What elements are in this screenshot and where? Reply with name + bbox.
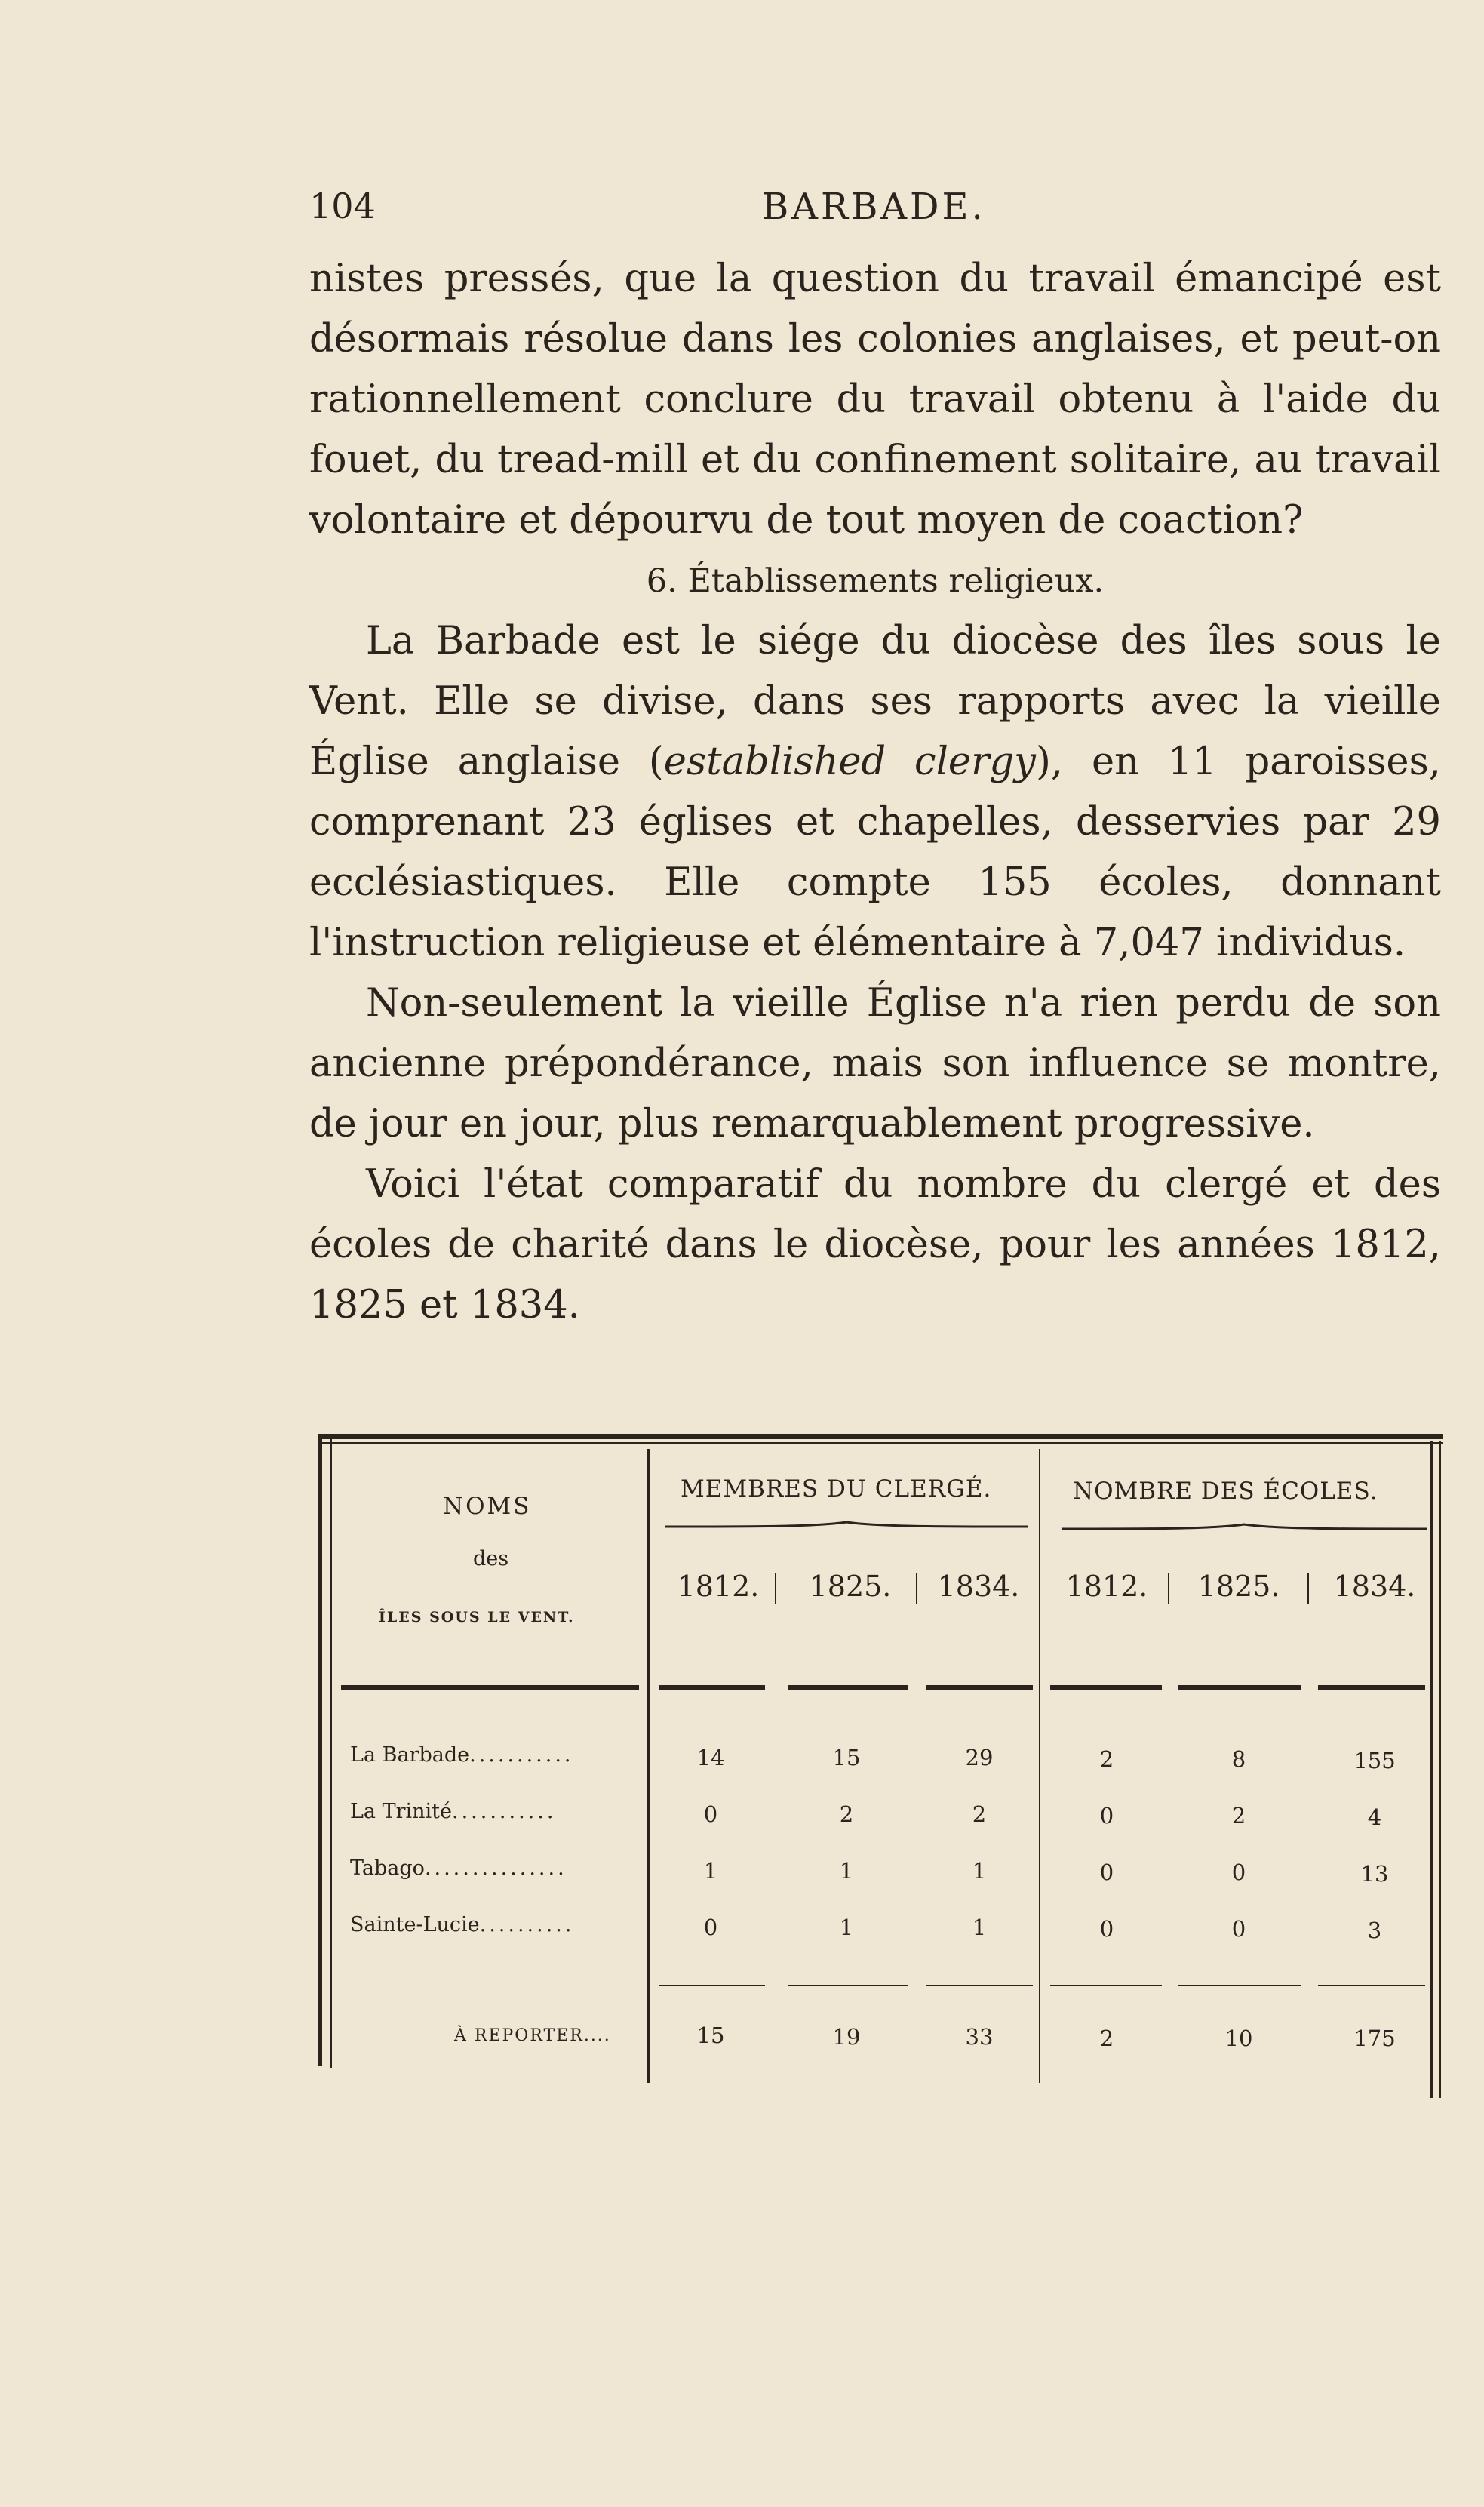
established-clergy-italic: established clergy (663, 740, 1036, 784)
divider-1834b (1307, 1573, 1309, 1604)
total-cell: 2 (1099, 2026, 1114, 2051)
header-rule-c5 (1178, 1685, 1301, 1690)
table-cell: 0 (1099, 1859, 1114, 1885)
table-cell: 4 (1367, 1804, 1382, 1830)
year-1834-ecoles: 1834. (1333, 1570, 1416, 1603)
divider-1825 (775, 1573, 776, 1604)
paragraph-comparatif: Voici l'état comparatif du nombre du clergé et des écoles de charité dans le diocèse, pour les années 1812, 1825 et 1834. (309, 1162, 1441, 1327)
table-row-name (350, 1800, 556, 1823)
leader-dots: ............... (424, 1856, 567, 1880)
table-cell: 0 (1231, 1916, 1246, 1942)
table-cell: 1 (972, 1915, 987, 1940)
table-row-name (350, 1743, 574, 1767)
table-cell: 0 (703, 1801, 718, 1827)
table-left-border (318, 1434, 322, 2066)
table-cell: 29 (965, 1745, 994, 1770)
header-noms: NOMS (443, 1493, 532, 1520)
header-rule-c6 (1318, 1685, 1425, 1690)
table-cell: 1 (839, 1858, 854, 1884)
table-cell: 1 (703, 1858, 718, 1884)
paragraph-diocese (309, 611, 1441, 974)
paragraph-diocese-part-a: La Barbade est le siége du diocèse des îles sous le Vent. Elle se divise, dans ses rapports avec la vieille Église anglaise ( (309, 619, 1441, 784)
year-1812-ecoles: 1812. (1065, 1570, 1148, 1603)
table-cell: 0 (1099, 1916, 1114, 1942)
paragraph-diocese-part-b: ), en 11 paroisses, comprenant 23 églises et chapelles, desservies par 29 ecclésiastiques. Elle compte 155 écoles, donnant l'instruction religieuse et élémentaire à 7,047 individus. (309, 740, 1441, 965)
table-row-name (350, 1856, 567, 1880)
table-right-border-outer (1439, 1441, 1441, 2098)
total-cell: 10 (1224, 2026, 1253, 2051)
divider-groups (1039, 1449, 1040, 2083)
total-label: À REPORTER.... (454, 2026, 611, 2045)
header-iles: ÎLES SOUS LE VENT. (379, 1609, 575, 1626)
subtotal-rule (1050, 1985, 1162, 1986)
table-cell: 155 (1353, 1748, 1396, 1773)
total-cell: 33 (965, 2024, 994, 2050)
table-row-name (350, 1913, 574, 1936)
total-cell: 15 (696, 2023, 725, 2048)
year-1825-ecoles: 1825. (1197, 1570, 1280, 1603)
paragraph-continuation: nistes pressés, que la question du travail émancipé est désormais résolue dans les colonies anglaises, et peut-on rationnellement conclure du travail obtenu à l'aide du fouet, du tread-mill et du confinement solitaire, au travail volontaire et dépourvu de tout moyen de coaction? (309, 257, 1441, 543)
body-text (309, 249, 1441, 1336)
table-cell: 2 (972, 1801, 987, 1827)
header-rule-c4 (1050, 1685, 1162, 1690)
header-rule-c3 (926, 1685, 1033, 1690)
table-right-border (1430, 1441, 1433, 2098)
table-cell: 2 (1099, 1746, 1114, 1772)
year-1812-clerge: 1812. (677, 1570, 760, 1603)
table-left-border-inner (330, 1434, 332, 2068)
year-1834-clerge: 1834. (937, 1570, 1020, 1603)
subtotal-rule (1318, 1985, 1425, 1986)
divider-1834 (916, 1573, 917, 1604)
year-1825-clerge: 1825. (809, 1570, 892, 1603)
total-cell: 19 (832, 2024, 861, 2050)
divider-names (647, 1449, 650, 2083)
row-name-tabago: Tabago (350, 1856, 425, 1880)
leader-dots: ........... (452, 1800, 557, 1823)
header-des: des (473, 1547, 509, 1570)
row-name-barbade: La Barbade (350, 1743, 470, 1767)
header-rule-c2 (788, 1685, 908, 1690)
table-top-rule-thin (318, 1442, 1443, 1444)
page-number: 104 (309, 186, 376, 226)
table-cell: 1 (839, 1915, 854, 1940)
table-cell: 14 (696, 1745, 725, 1770)
table-cell: 0 (1099, 1803, 1114, 1829)
table-cell: 1 (972, 1858, 987, 1884)
header-rule-c1 (659, 1685, 765, 1690)
table-cell: 8 (1231, 1746, 1246, 1772)
paragraph-preponderance: Non-seulement la vieille Église n'a rien perdu de son ancienne prépondérance, mais son influence se montre, de jour en jour, plus remarquablement progressive. (309, 981, 1441, 1146)
section-title: 6. Établissements religieux. (646, 562, 1105, 600)
header-nombre-ecoles: NOMBRE DES ÉCOLES. (1073, 1478, 1378, 1505)
table-cell: 0 (703, 1915, 718, 1940)
table-cell: 15 (832, 1745, 861, 1770)
running-title: BARBADE. (762, 186, 986, 228)
row-name-sainte-lucie: Sainte-Lucie (350, 1913, 480, 1936)
running-head (309, 186, 1441, 238)
table-cell: 13 (1360, 1861, 1389, 1887)
table-cell: 0 (1231, 1859, 1246, 1885)
table-cell: 2 (839, 1801, 854, 1827)
leader-dots: ........... (469, 1743, 574, 1767)
header-membres-clerge: MEMBRES DU CLERGÉ. (681, 1475, 992, 1503)
brace-clerge (665, 1521, 1028, 1531)
table-cell: 2 (1231, 1803, 1246, 1829)
brace-ecoles (1062, 1523, 1427, 1533)
total-cell: 175 (1353, 2026, 1396, 2051)
divider-1825b (1168, 1573, 1169, 1604)
subtotal-rule (926, 1985, 1033, 1986)
subtotal-rule (1178, 1985, 1301, 1986)
clergy-schools-table (318, 1434, 1443, 2098)
row-name-trinite: La Trinité (350, 1800, 453, 1823)
subtotal-rule (788, 1985, 908, 1986)
table-top-rule (318, 1434, 1443, 1439)
header-rule-names (341, 1685, 639, 1690)
leader-dots: .......... (479, 1913, 575, 1936)
table-cell: 3 (1367, 1918, 1382, 1943)
subtotal-rule (659, 1985, 765, 1986)
